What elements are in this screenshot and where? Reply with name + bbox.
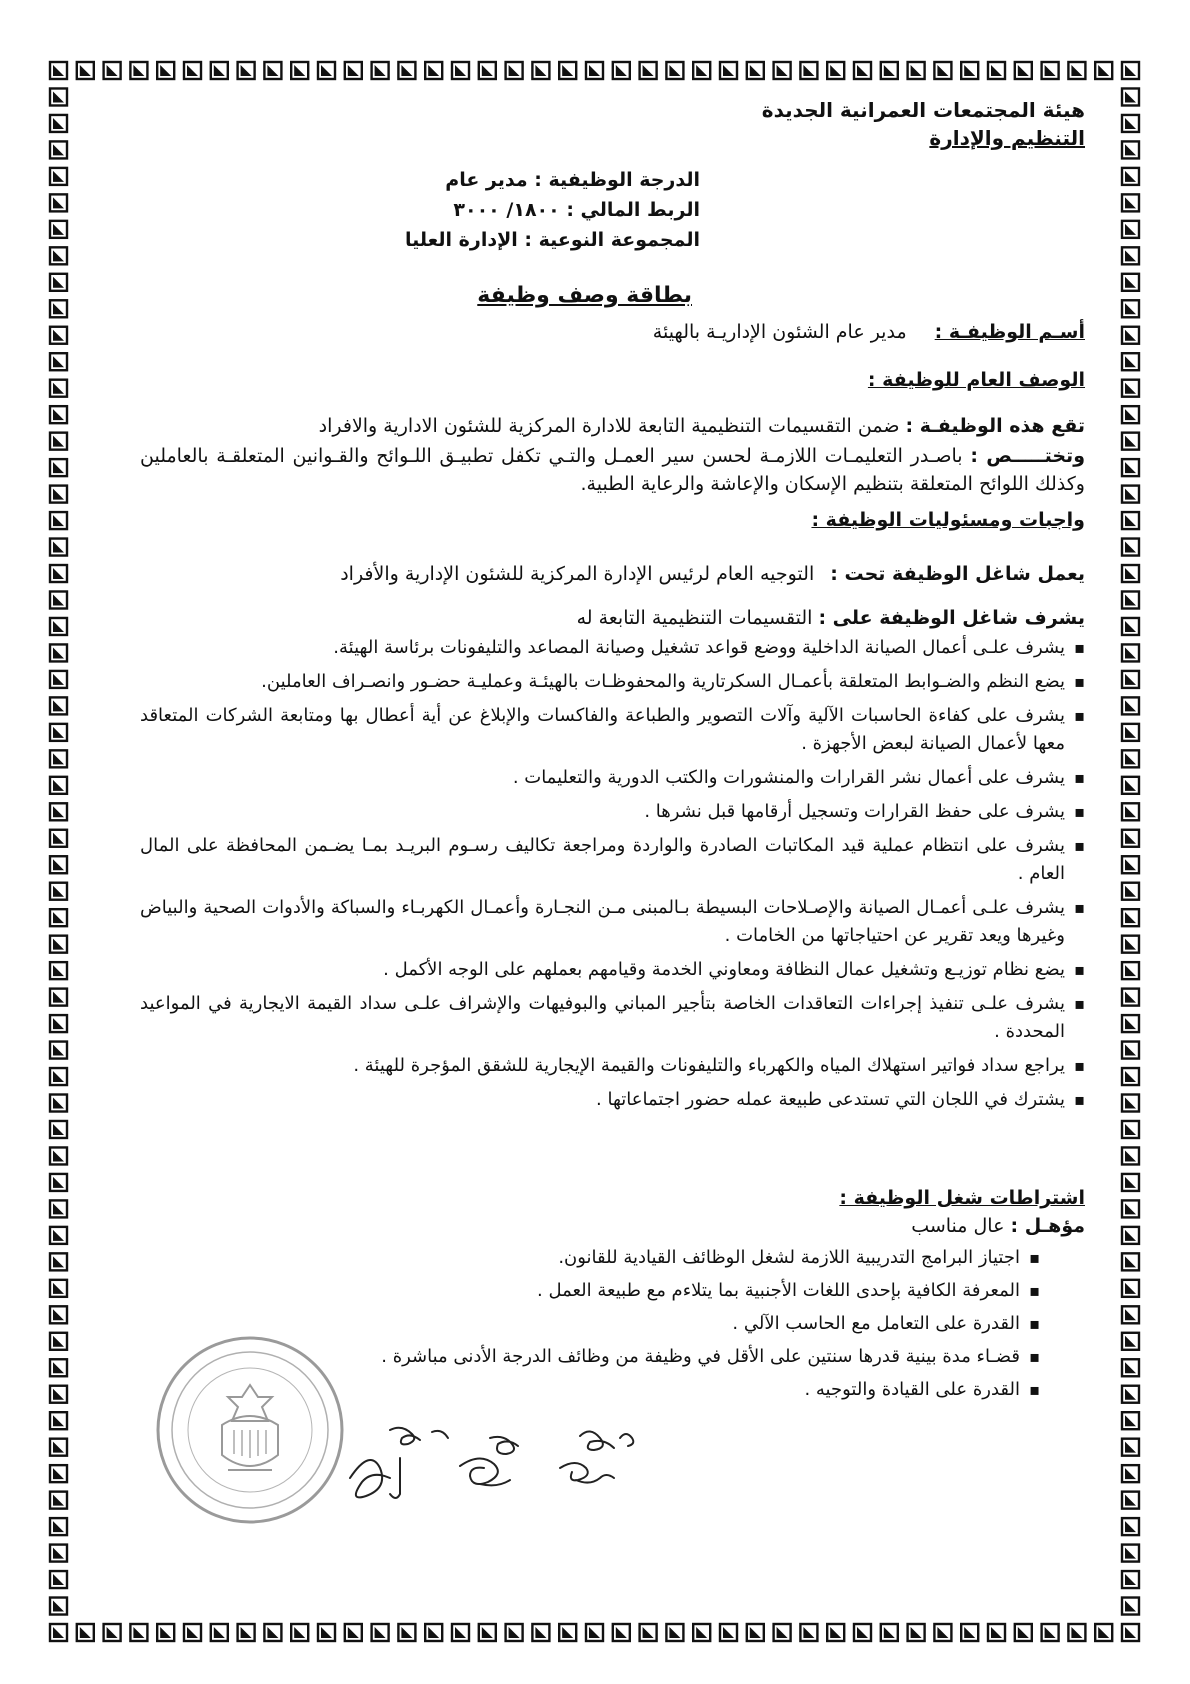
- border-tile: [50, 1439, 67, 1456]
- border-tile: [1122, 353, 1139, 370]
- border-tile: [1068, 62, 1085, 79]
- border-tile: [50, 1015, 67, 1032]
- qualification-item: ▪ اجتياز البرامج التدريبية اللازمة لشغل الوظائف القيادية للقانون.: [185, 1244, 1085, 1272]
- job-specialization-text: باصـدر التعليمـات اللازمـة لحسن سير العمـل والتـي تكفل تطبيـق اللـوائح والقـوانين المتعلقـة بالعاملين وكذلك اللوائح المتعلقة بتنظيم الإسكان والإعاشة والرعاية الطبية.: [140, 445, 1085, 495]
- border-tile: [1122, 1253, 1139, 1270]
- border-tile: [398, 62, 415, 79]
- responsibility-item: ▪ يضع نظام توزيـع وتشغيل عمال النظافة ومعاوني الخدمة وقيامهم بعملهم على الوجه الأكمل .: [140, 956, 1085, 984]
- border-tile: [1122, 300, 1139, 317]
- border-tile: [1122, 1174, 1139, 1191]
- border-tile: [1122, 1333, 1139, 1350]
- border-tile: [1122, 327, 1139, 344]
- border-tile: [50, 1306, 67, 1323]
- border-tile: [1122, 1598, 1139, 1615]
- border-tile: [1122, 936, 1139, 953]
- job-location: [140, 412, 1085, 440]
- border-tile: [291, 62, 308, 79]
- border-tile: [50, 274, 67, 291]
- works-under-row: [340, 562, 1085, 586]
- responsibility-item: ▪ يشرف على انتظام عملية قيد المكاتبات الصادرة والواردة ومراجعة تكاليف رسـوم البريـد بمـا يضـمن المحافظة على المال العام .: [140, 832, 1085, 888]
- border-tile: [50, 512, 67, 529]
- border-tile: [50, 486, 67, 503]
- border-tile: [50, 856, 67, 873]
- border-tile: [1122, 274, 1139, 291]
- border-tile: [1122, 883, 1139, 900]
- border-tile: [77, 1624, 94, 1641]
- border-tile: [827, 62, 844, 79]
- border-tile: [50, 1518, 67, 1535]
- border-tile: [264, 62, 281, 79]
- border-tile: [1122, 777, 1139, 794]
- border-tile: [1122, 962, 1139, 979]
- department-name: التنظيم والإدارة: [929, 126, 1085, 150]
- border-tile: [1015, 1624, 1032, 1641]
- border-tile: [50, 1359, 67, 1376]
- job-location-label: تقع هذه الوظيفـة :: [905, 415, 1085, 437]
- responsibilities-list: [140, 634, 1085, 1120]
- border-tile: [1122, 1068, 1139, 1085]
- border-tile: [747, 62, 764, 79]
- border-tile: [1122, 803, 1139, 820]
- border-tile: [1122, 724, 1139, 741]
- border-tile: [961, 1624, 978, 1641]
- responsibility-item: ▪ يشرف على كفاءة الحاسبات الآلية وآلات التصوير والطباعة والفاكسات والإبلاغ عن أية أعطال بها ومتابعة الشركات المتعاقد معها لأعمال الصيانة لبعض الأجهزة .: [140, 702, 1085, 758]
- official-seal-stamp: [150, 1330, 350, 1530]
- border-tile: [693, 62, 710, 79]
- border-tile: [1122, 1545, 1139, 1562]
- border-tile: [50, 1333, 67, 1350]
- border-tile: [532, 62, 549, 79]
- border-tile: [50, 1042, 67, 1059]
- border-tile: [50, 565, 67, 582]
- border-tile: [666, 1624, 683, 1641]
- border-tile: [640, 1624, 657, 1641]
- border-tile: [1122, 644, 1139, 661]
- border-tile: [854, 1624, 871, 1641]
- border-tile: [1122, 1147, 1139, 1164]
- supervises-label: يشرف شاغل الوظيفة على :: [818, 607, 1085, 629]
- border-tile: [50, 671, 67, 688]
- border-tile: [693, 1624, 710, 1641]
- border-tile: [211, 1624, 228, 1641]
- qualification-row: [911, 1214, 1085, 1238]
- qualification-label: مؤهـل :: [1010, 1215, 1085, 1237]
- border-tile: [1122, 1121, 1139, 1138]
- border-tile: [184, 1624, 201, 1641]
- border-tile: [1122, 1518, 1139, 1535]
- border-tile: [827, 1624, 844, 1641]
- border-tile: [345, 1624, 362, 1641]
- border-tile: [157, 1624, 174, 1641]
- responsibility-item: ▪ يضع النظم والضـوابط المتعلقة بأعمـال السكرتارية والمحفوظـات بالهيئـة وعمليـة حضـور وانصـراف العاملين.: [140, 668, 1085, 696]
- border-tile: [50, 618, 67, 635]
- border-tile: [104, 62, 121, 79]
- border-tile: [50, 168, 67, 185]
- border-tile: [50, 247, 67, 264]
- border-tile: [613, 62, 630, 79]
- border-tile: [50, 141, 67, 158]
- border-tile: [1122, 1492, 1139, 1509]
- job-location-text: ضمن التقسيمات التنظيمية التابعة للادارة المركزية للشئون الادارية والافراد: [318, 415, 900, 437]
- border-tile: [50, 644, 67, 661]
- border-tile: [479, 1624, 496, 1641]
- border-tile: [479, 62, 496, 79]
- border-tile: [854, 62, 871, 79]
- border-tile: [1122, 750, 1139, 767]
- border-tile: [586, 62, 603, 79]
- border-tile: [50, 1068, 67, 1085]
- border-tile: [1122, 856, 1139, 873]
- salary-line: الربط المالي : ١٨٠٠/ ٣٠٠٠: [453, 199, 700, 221]
- border-tile: [425, 1624, 442, 1641]
- border-tile: [1122, 1412, 1139, 1429]
- duties-title: واجبات ومسئوليات الوظيفة :: [811, 509, 1085, 531]
- border-tile: [800, 62, 817, 79]
- border-tile: [50, 883, 67, 900]
- border-tile: [50, 1386, 67, 1403]
- border-tile: [1122, 565, 1139, 582]
- responsibility-item: ▪ يراجع سداد فواتير استهلاك المياه والكهرباء والتليفونات والقيمة الإيجارية للشقق المؤجرة للهيئة .: [140, 1052, 1085, 1080]
- job-name-label: أسـم الوظيفـة :: [934, 321, 1085, 343]
- border-tile: [291, 1624, 308, 1641]
- border-tile: [50, 459, 67, 476]
- border-tile: [50, 697, 67, 714]
- border-tile: [50, 115, 67, 132]
- border-tile: [720, 62, 737, 79]
- border-tile: [506, 1624, 523, 1641]
- requirements-title: اشتراطات شغل الوظيفة :: [839, 1187, 1085, 1209]
- border-tile: [613, 1624, 630, 1641]
- border-tile: [1122, 1200, 1139, 1217]
- border-tile: [318, 62, 335, 79]
- border-tile: [50, 88, 67, 105]
- responsibility-item: ▪ يشرف على أعمال نشر القرارات والمنشورات والكتب الدورية والتعليمات .: [140, 764, 1085, 792]
- border-tile: [1122, 618, 1139, 635]
- border-tile: [50, 194, 67, 211]
- qualification-item: ▪ قضـاء مدة بينية قدرها سنتين على الأقل في وظيفة من وظائف الدرجة الأدنى مباشرة .: [185, 1343, 1085, 1371]
- border-tile: [50, 1624, 67, 1641]
- job-specialization-label: وتختـــــص :: [970, 445, 1086, 467]
- border-tile: [800, 1624, 817, 1641]
- border-tile: [130, 1624, 147, 1641]
- border-tile: [881, 62, 898, 79]
- border-tile: [77, 62, 94, 79]
- border-tile: [1095, 1624, 1112, 1641]
- border-tile: [988, 1624, 1005, 1641]
- border-tile: [50, 962, 67, 979]
- border-tile: [1122, 1359, 1139, 1376]
- border-tile: [1122, 989, 1139, 1006]
- border-tile: [1122, 221, 1139, 238]
- border-tile: [452, 62, 469, 79]
- border-tile: [50, 1253, 67, 1270]
- border-tile: [318, 1624, 335, 1641]
- border-tile: [1122, 671, 1139, 688]
- border-tile: [559, 1624, 576, 1641]
- border-tile: [934, 62, 951, 79]
- border-tile: [50, 1280, 67, 1297]
- border-tile: [50, 539, 67, 556]
- border-tile: [50, 777, 67, 794]
- border-tile: [1122, 88, 1139, 105]
- border-tile: [184, 62, 201, 79]
- border-tile: [50, 724, 67, 741]
- border-tile: [1122, 697, 1139, 714]
- supervises-row: [577, 606, 1085, 630]
- border-tile: [50, 591, 67, 608]
- border-tile: [1122, 247, 1139, 264]
- border-tile: [506, 62, 523, 79]
- grade-line: الدرجة الوظيفية : مدير عام: [445, 169, 700, 191]
- works-under-label: يعمل شاغل الوظيفة تحت :: [830, 563, 1085, 585]
- qualification-item: ▪ القدرة على القيادة والتوجيه .: [185, 1376, 1085, 1404]
- border-tile: [1122, 1306, 1139, 1323]
- border-tile: [50, 221, 67, 238]
- border-tile: [908, 1624, 925, 1641]
- border-tile: [881, 1624, 898, 1641]
- job-name-value: مدير عام الشئون الإداريـة بالهيئة: [652, 321, 907, 343]
- border-tile: [532, 1624, 549, 1641]
- border-tile: [50, 1147, 67, 1164]
- border-tile: [1042, 62, 1059, 79]
- handwritten-signatures: [330, 1418, 670, 1518]
- border-tile: [747, 1624, 764, 1641]
- border-tile: [1122, 1571, 1139, 1588]
- border-tile: [50, 1227, 67, 1244]
- border-tile: [1122, 1439, 1139, 1456]
- border-tile: [50, 1492, 67, 1509]
- border-tile: [50, 406, 67, 423]
- border-tile: [452, 1624, 469, 1641]
- border-tile: [50, 1465, 67, 1482]
- border-tile: [961, 62, 978, 79]
- border-tile: [50, 433, 67, 450]
- border-tile: [1122, 1624, 1139, 1641]
- border-tile: [1122, 380, 1139, 397]
- card-title: بطاقة وصف وظيفة: [477, 283, 692, 308]
- border-tile: [1122, 591, 1139, 608]
- responsibility-item: ▪ يشرف على حفظ القرارات وتسجيل أرقامها قبل نشرها .: [140, 798, 1085, 826]
- border-tile: [50, 909, 67, 926]
- job-specialization: [140, 442, 1085, 498]
- border-tile: [50, 1200, 67, 1217]
- border-tile: [398, 1624, 415, 1641]
- border-tile: [50, 1571, 67, 1588]
- border-tile: [640, 62, 657, 79]
- border-tile: [50, 1174, 67, 1191]
- border-tile: [50, 353, 67, 370]
- border-tile: [50, 1412, 67, 1429]
- border-tile: [1122, 1465, 1139, 1482]
- border-tile: [1122, 168, 1139, 185]
- border-tile: [50, 1545, 67, 1562]
- border-tile: [50, 327, 67, 344]
- border-tile: [1122, 1095, 1139, 1112]
- border-tile: [50, 830, 67, 847]
- border-tile: [1068, 1624, 1085, 1641]
- responsibility-item: ▪ يشترك في اللجان التي تستدعى طبيعة عمله حضور اجتماعاتها .: [140, 1086, 1085, 1114]
- responsibility-item: ▪ يشرف علـى أعمال الصيانة الداخلية ووضع قواعد تشغيل وصيانة المصاعد والتليفونات برئاسة الهيئة.: [140, 634, 1085, 662]
- border-tile: [1122, 1280, 1139, 1297]
- org-name: هيئة المجتمعات العمرانية الجديدة: [761, 98, 1085, 122]
- border-tile: [1122, 194, 1139, 211]
- border-tile: [720, 1624, 737, 1641]
- border-tile: [372, 62, 389, 79]
- border-tile: [50, 1121, 67, 1138]
- border-tile: [1122, 539, 1139, 556]
- border-tile: [1095, 62, 1112, 79]
- border-tile: [666, 62, 683, 79]
- border-tile: [934, 1624, 951, 1641]
- border-tile: [908, 62, 925, 79]
- border-tile: [50, 936, 67, 953]
- border-tile: [50, 750, 67, 767]
- border-tile: [1122, 115, 1139, 132]
- border-tile: [104, 1624, 121, 1641]
- border-tile: [50, 989, 67, 1006]
- border-tile: [1122, 486, 1139, 503]
- border-tile: [1015, 62, 1032, 79]
- border-tile: [559, 62, 576, 79]
- border-tile: [1122, 1227, 1139, 1244]
- border-tile: [1122, 433, 1139, 450]
- qualification-item: ▪ القدرة على التعامل مع الحاسب الآلي .: [185, 1310, 1085, 1338]
- border-tile: [586, 1624, 603, 1641]
- border-tile: [1122, 830, 1139, 847]
- border-tile: [264, 1624, 281, 1641]
- qualification-item: ▪ المعرفة الكافية بإحدى اللغات الأجنبية بما يتلاءم مع طبيعة العمل .: [185, 1277, 1085, 1305]
- job-name-row: [653, 320, 1085, 344]
- responsibility-item: ▪ يشرف علـى تنفيذ إجراءات التعاقدات الخاصة بتأجير المباني والبوفيهات والإشراف علـى سداد القيمة الايجارية في المواعيد المحددة .: [140, 990, 1085, 1046]
- border-tile: [1122, 1015, 1139, 1032]
- border-tile: [1122, 62, 1139, 79]
- border-tile: [1122, 406, 1139, 423]
- border-tile: [238, 1624, 255, 1641]
- supervises-text: التقسيمات التنظيمية التابعة له: [576, 607, 813, 629]
- border-tile: [238, 62, 255, 79]
- border-tile: [1122, 141, 1139, 158]
- border-tile: [157, 62, 174, 79]
- border-tile: [211, 62, 228, 79]
- border-tile: [50, 62, 67, 79]
- responsibility-item: ▪ يشرف علـى أعمـال الصيانة والإصـلاحات البسيطة بـالمبنى مـن النجـارة وأعمـال الكهربـاء والسباكة والأدوات الصحية والبياض وغيرها ويعد تقرير عن احتياجاتها من الخامات .: [140, 894, 1085, 950]
- general-description-title: الوصف العام للوظيفة :: [867, 369, 1085, 391]
- border-tile: [50, 803, 67, 820]
- border-tile: [774, 1624, 791, 1641]
- border-tile: [1122, 1386, 1139, 1403]
- border-tile: [50, 380, 67, 397]
- border-tile: [50, 300, 67, 317]
- qualification-text: عال مناسب: [911, 1215, 1005, 1237]
- border-tile: [372, 1624, 389, 1641]
- border-tile: [1042, 1624, 1059, 1641]
- border-tile: [130, 62, 147, 79]
- works-under-text: التوجيه العام لرئيس الإدارة المركزية للشئون الإدارية والأفراد: [340, 563, 815, 585]
- border-tile: [1122, 459, 1139, 476]
- border-tile: [1122, 512, 1139, 529]
- border-tile: [774, 62, 791, 79]
- border-tile: [50, 1095, 67, 1112]
- border-tile: [425, 62, 442, 79]
- border-tile: [50, 1598, 67, 1615]
- border-tile: [1122, 909, 1139, 926]
- group-line: المجموعة النوعية : الإدارة العليا: [405, 229, 700, 251]
- border-tile: [345, 62, 362, 79]
- border-tile: [1122, 1042, 1139, 1059]
- border-tile: [988, 62, 1005, 79]
